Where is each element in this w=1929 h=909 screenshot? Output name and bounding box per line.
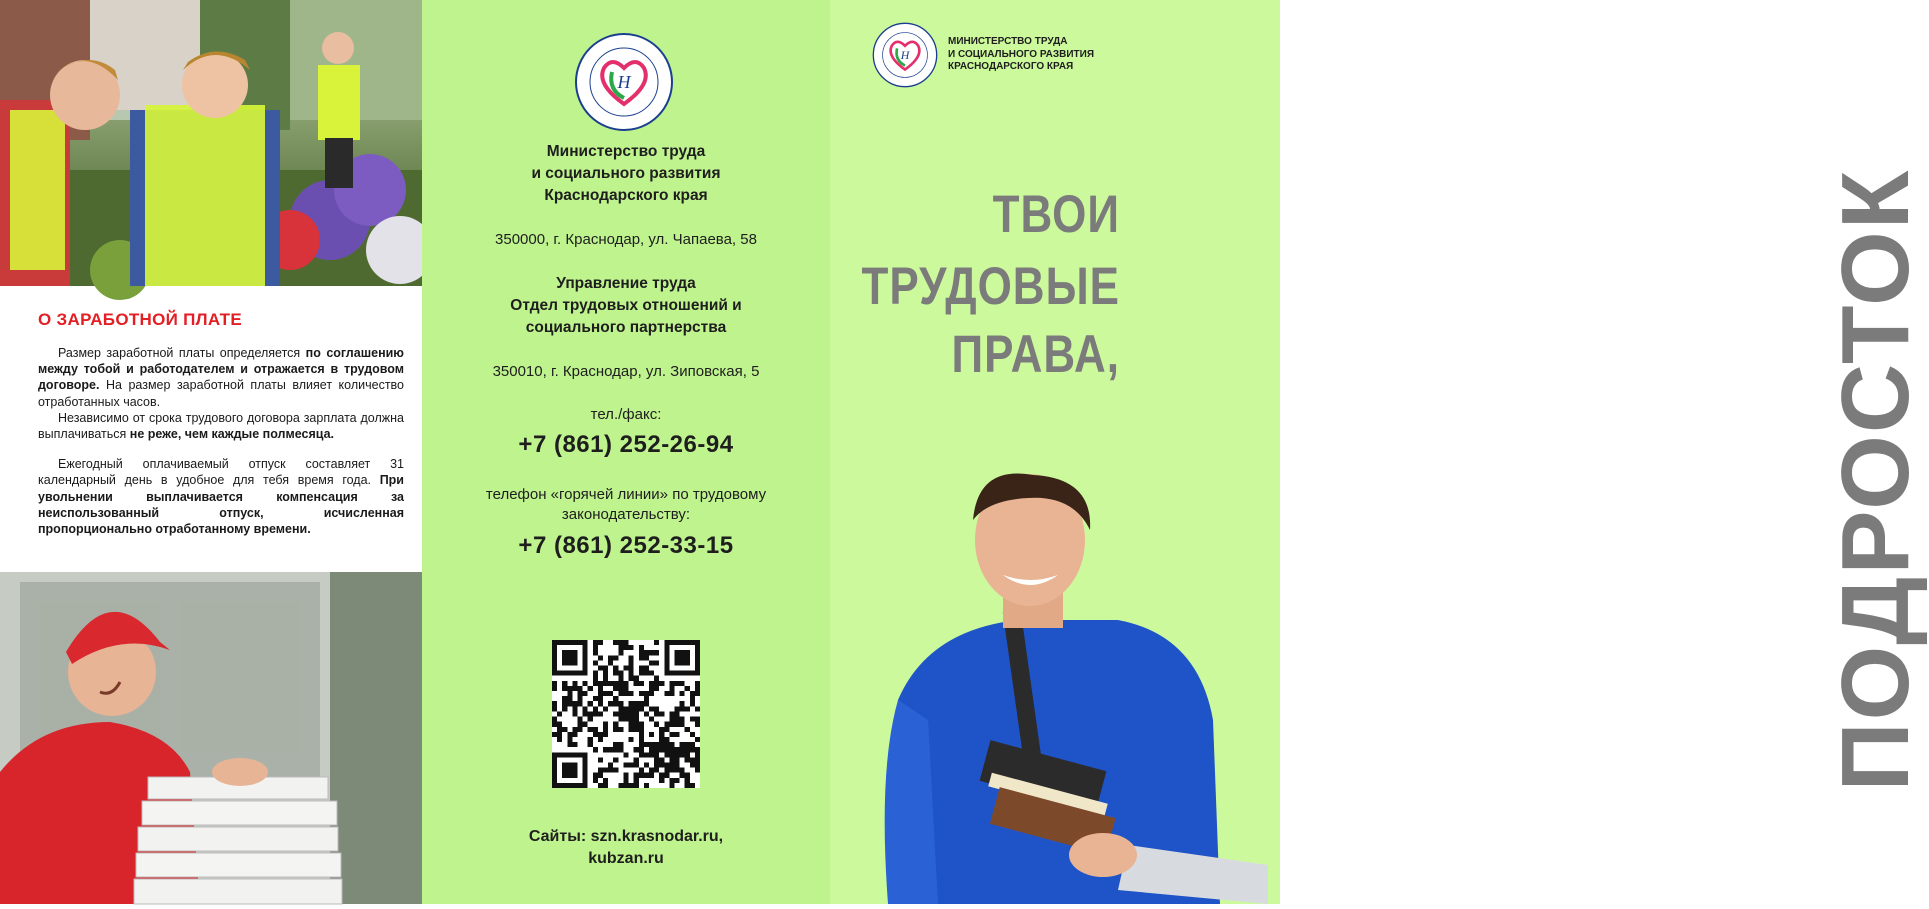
svg-text:Н: Н	[617, 72, 631, 92]
headline-line-2: ТРУДОВЫЕ	[861, 257, 1120, 316]
websites-line[interactable]: Сайты: szn.krasnodar.ru,	[528, 828, 724, 845]
left-panel	[0, 0, 422, 904]
right-panel	[830, 0, 1929, 904]
salary-paragraph-2	[38, 410, 404, 442]
ministry-caption-line: КРАСНОДАРСКОГО КРАЯ	[948, 61, 1074, 72]
qr-code-graphic	[552, 640, 700, 788]
tel-fax-number[interactable]: +7 (861) 252-26-94	[518, 431, 734, 458]
ministry-name-line: Краснодарского края	[544, 187, 708, 204]
hotline-number[interactable]: +7 (861) 252-33-15	[518, 532, 734, 559]
websites-line[interactable]: kubzan.ru	[588, 850, 664, 867]
tel-fax-label: тел./факс:	[590, 406, 662, 423]
qr-code-icon[interactable]	[552, 640, 700, 788]
bold-text: по соглашению между тобой и работодателем и отражается в трудовом договоре.	[38, 346, 404, 393]
ministry-name-line: и социального развития	[531, 165, 721, 182]
text-span: Независимо от срока трудового договора зарплата должна выплачиваться	[38, 410, 404, 442]
student-photo	[868, 470, 1268, 904]
text-span: Размер заработной платы определяется	[58, 346, 306, 360]
ministry-address: 350000, г. Краснодар, ул. Чапаева, 58	[495, 231, 757, 248]
websites	[422, 826, 830, 870]
ministry-caption-line: И СОЦИАЛЬНОГО РАЗВИТИЯ	[948, 48, 1095, 60]
middle-panel	[422, 0, 830, 904]
salary-section-title: О ЗАРАБОТНОЙ ПЛАТЕ	[38, 310, 242, 329]
bold-text: не реже, чем каждые полмесяца.	[129, 427, 334, 442]
department-line: Отдел трудовых отношений и	[510, 297, 742, 314]
salary-paragraph-1	[38, 345, 404, 410]
department-line: Управление труда	[556, 275, 696, 292]
department-name	[422, 273, 830, 339]
ministry-name-line: Министерство труда	[546, 143, 706, 160]
ministry-logo-icon	[872, 22, 938, 88]
hotline-label-line: законодательству:	[561, 506, 691, 523]
bold-text: При увольнении выплачивается компенсация за неиспользованный отпуск, исчисленная пропорционально отработанному времени.	[38, 473, 404, 537]
hotline-label	[422, 485, 830, 525]
ministry-caption-line: МИНИСТЕРСТВО ТРУДА	[948, 36, 1068, 47]
pizza-delivery-illustration	[0, 572, 422, 904]
teens-gardening-photo	[0, 0, 422, 286]
department-address: 350010, г. Краснодар, ул. Зиповская, 5	[492, 363, 760, 380]
salary-paragraph-3	[38, 456, 404, 537]
headline-line-3: ПРАВА,	[951, 325, 1120, 384]
salary-text	[38, 345, 404, 537]
pizza-delivery-photo	[0, 572, 422, 904]
vertical-word-teenager: ПОДРОСТОК	[1822, 168, 1929, 792]
teens-gardening-illustration	[0, 0, 422, 286]
ministry-name	[422, 141, 830, 207]
hotline-label-line: телефон «горячей линии» по трудовому	[485, 486, 767, 503]
text-span: На размер заработной платы влияет количество отработанных часов.	[38, 378, 404, 409]
pizza-boxes	[134, 777, 342, 904]
text-span: Ежегодный оплачиваемый отпуск составляет 31 календарный день в удобное для тебя время года.	[38, 457, 404, 488]
department-line: социального партнерства	[525, 319, 727, 336]
svg-text:Н: Н	[900, 47, 910, 62]
headline-line-1: ТВОИ	[992, 185, 1120, 244]
ministry-caption	[948, 36, 1118, 74]
ministry-logo-icon	[574, 32, 674, 132]
